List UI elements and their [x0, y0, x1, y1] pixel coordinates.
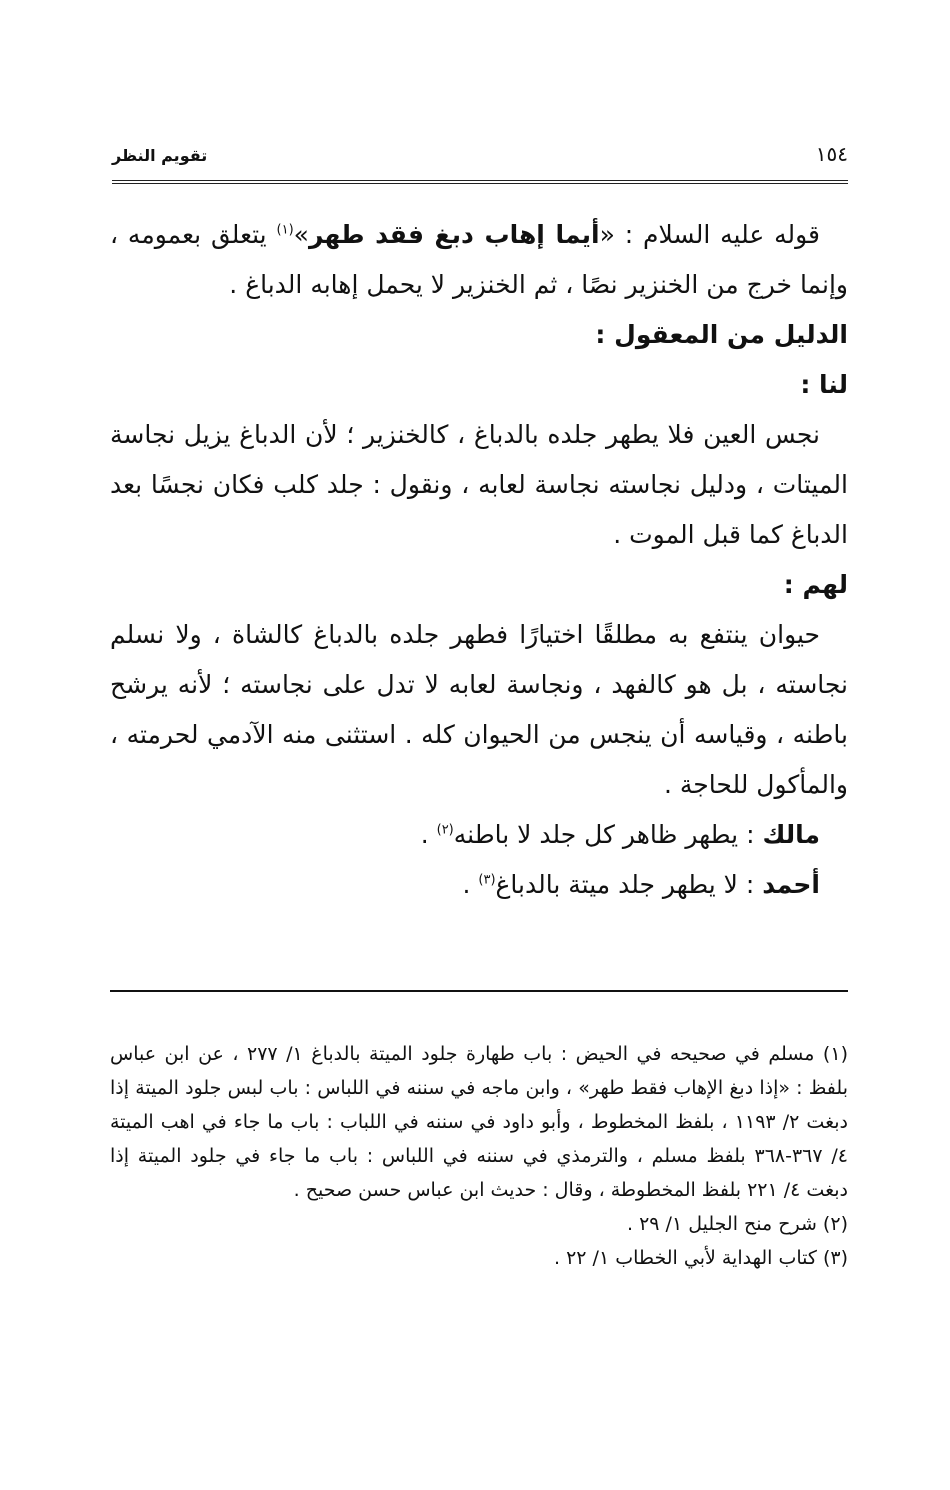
running-title: تقويم النظر — [112, 146, 208, 165]
page-header — [112, 138, 848, 178]
lana-paragraph: نجس العين فلا يطهر جلده بالدباغ ، كالخنزير ؛ لأن الدباغ يزيل نجاسة الميتات ، ودليل نجاسته نجاسة لعابه ، ونقول : جلد كلب فكان نجسًا بعد الدباغ كما قبل الموت . — [110, 420, 848, 549]
heading-lahum: لهم : — [783, 570, 848, 599]
footnote-ref-2[interactable]: (٢) — [436, 822, 454, 838]
ahmad-name: أحمد — [762, 870, 820, 899]
footnote-3: (٣) كتاب الهداية لأبي الخطاب ١/ ٢٢ . — [554, 1247, 848, 1269]
header-rule — [112, 180, 848, 184]
footnote-2: (٢) شرح منح الجليل ١/ ٢٩ . — [627, 1213, 848, 1235]
malik-opinion — [110, 810, 848, 860]
lahum-paragraph: حيوان ينتفع به مطلقًا اختيارًا فطهر جلده بالدباغ كالشاة ، ولا نسلم نجاسته ، بل هو كالفهد ، ونجاسة لعابه لا تدل على نجاسته ؛ لأنه يرشح باطنه ، وقياسه أن ينجس من الحيوان كله . استثنى منه الآدمي لحرمته ، والمأكول للحاجة . — [110, 620, 848, 799]
ahmad-opinion — [110, 860, 848, 910]
footnote-1: (١) مسلم في صحيحه في الحيض : باب طهارة جلود الميتة بالدباغ ١/ ٢٧٧ ، عن ابن عباس بلفظ : «إذا دبغ الإهاب فقط طهر» ، وابن ماجه في سننه في اللباس : باب لبس جلود الميتة إذا دبغت ٢/ ١١٩٣ ، بلفظ المخطوط ، وأبو داود في سننه في اللباب : باب ما جاء في اهب الميتة ٤/ ٣٦٧-٣٦٨ بلفظ مسلم ، والترمذي في سننه في اللباس : باب ما جاء في جلود الميتة إذا دبغت ٤/ ٢٢١ بلفظ المخطوطة ، وقال : حديث ابن عباس حسن صحيح . — [110, 1043, 848, 1201]
malik-end: . — [420, 820, 437, 849]
ahmad-end: . — [462, 870, 479, 899]
ahmad-text: : لا يطهر جلد ميتة بالدباغ — [495, 870, 763, 899]
page-number: ١٥٤ — [815, 142, 848, 166]
hadith-text: أيما إهاب دبغ فقد طهر — [308, 220, 600, 249]
malik-text: : يطهر ظاهر كل جلد لا باطنه — [453, 820, 763, 849]
footnotes — [110, 1037, 848, 1275]
malik-name: مالك — [762, 820, 820, 849]
footnote-ref-3[interactable]: (٣) — [478, 872, 496, 888]
hadith-paragraph — [110, 210, 848, 310]
quote-open: قوله عليه السلام : « — [599, 220, 821, 249]
quote-close: » — [293, 220, 309, 249]
hadith-commentary: يتعلق بعمومه ، وإنما خرج من الخنزير نصًا ، ثم الخنزير لا يحمل إهابه الدباغ . — [110, 220, 848, 299]
footnote-ref-1[interactable]: (١) — [276, 222, 294, 238]
main-text — [110, 210, 848, 910]
heading-rational-evidence: الدليل من المعقول : — [595, 320, 848, 349]
footnote-rule — [110, 990, 848, 992]
heading-lana: لنا : — [800, 370, 848, 399]
